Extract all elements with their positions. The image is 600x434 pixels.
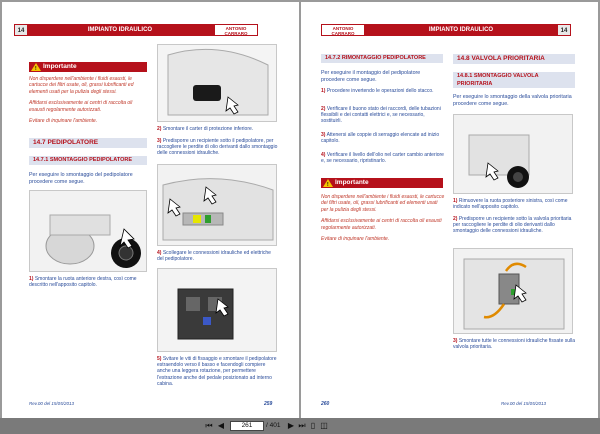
intro-text: Per eseguire lo smontaggio del pedipolatore procedere come segue.: [29, 172, 133, 185]
previous-page-icon[interactable]: ◀: [217, 421, 225, 430]
subsection-title: 14.8.1 SMONTAGGIO VALVOLA PRIORITARIA: [453, 72, 575, 88]
viewer-toolbar: [0, 418, 600, 434]
right-page: [301, 2, 598, 418]
total-pages-label: / 401: [266, 422, 281, 429]
warning-icon: !: [31, 63, 41, 71]
step-2: 2) Smontare il carter di protezione inferiore.: [157, 126, 254, 132]
front-wheel-image: [29, 190, 147, 272]
logo: ANTONIO CARRARO: [214, 24, 258, 36]
step-3: 3) Smontare tutte le connessioni idrauliche fissate sulla valvola prioritaria.: [453, 338, 576, 351]
rear-wheel-image: [453, 114, 573, 194]
warning-text: Non disperdere nell'ambiente i fluidi esausti, le cartucce dei filtri usate, oli, grassi lubrificanti ed elementi usati per la pulizia degli stessi. Affidarsi esclusivamente ai centri di raccolta oli esausti regolarmente autorizzati. Evitare di inquinare l'ambiente.: [29, 76, 134, 125]
page-number: 260: [321, 401, 330, 407]
intro-text: Per eseguire lo smontaggio della valvola prioritaria procedere come segue.: [453, 94, 572, 107]
chapter-number: 14: [557, 24, 571, 36]
warning-header: ! Importante: [29, 62, 147, 72]
footer-revision: Rev.00 del 15/05/2013: [29, 401, 74, 406]
step-1: 1) Rimuovere la ruota posteriore sinistra, così come indicato nell'apposito capitolo.: [453, 198, 568, 211]
section-title: 14.7 PEDIPOLATORE: [29, 138, 147, 148]
step-2: 2) Verificare il buono stato dei raccordi, delle tubazioni flessibili e dei contatti elettrici e, se necessario, sostituirli.: [321, 106, 441, 125]
last-page-icon[interactable]: ⏭: [298, 421, 306, 430]
chapter-header: [321, 24, 571, 36]
page-number: 259: [264, 401, 273, 407]
step-2: 2) Predisporre un recipiente sotto la valvola prioritaria per raccogliere le perdite di olio derivanti dallo smontaggio delle connessioni idrauliche.: [453, 216, 572, 235]
warning-icon: !: [323, 179, 333, 187]
step-3: 3) Attenersi alle coppie di serraggio elencate ad inizio capitolo.: [321, 132, 440, 145]
page-number-input[interactable]: 261: [230, 421, 264, 431]
step-4: 4) Verificare il livello dell'olio nel carter cambio anteriore e, se necessario, ripristinarlo.: [321, 152, 444, 165]
step-4: 4) Scollegare le connessioni idrauliche ed elettriche del pedipolatore.: [157, 250, 271, 263]
hydraulic-connections-image: [157, 164, 277, 246]
chapter-title: IMPIANTO IDRAULICO: [428, 27, 494, 33]
lower-carter-image: [157, 44, 277, 122]
step-3: 3) Predisporre un recipiente sotto il pedipolatore, per raccogliere le perdite di olio derivanti dallo smontaggio delle connessioni idrauliche.: [157, 138, 278, 157]
subsection-title: 14.7.2 RIMONTAGGIO PEDIPOLATORE: [321, 54, 443, 63]
chapter-title: IMPIANTO IDRAULICO: [87, 27, 153, 33]
logo: ANTONIO CARRARO: [321, 24, 365, 36]
warning-text: Non disperdere nell'ambiente i fluidi esausti, le cartucce dei filtri usate, oli, grassi lubrificanti ed elementi usati per la pulizia degli stessi. Affidarsi esclusivamente ai centri di raccolta oli esausti regolarmente autorizzati. Evitare di inquinare l'ambiente.: [321, 194, 445, 243]
section-title: 14.8 VALVOLA PRIORITARIA: [453, 54, 575, 64]
step-1: 1) Procedere invertendo le operazioni dello stacco.: [321, 88, 434, 94]
next-page-icon[interactable]: ▶: [287, 421, 295, 430]
footer-revision: Rev.00 del 15/05/2013: [501, 401, 546, 406]
chapter-number: 14: [14, 24, 28, 36]
left-page: [2, 2, 299, 418]
step-5: 5) Svitare le viti di fissaggio e smontare il pedipolatore estraendolo verso il basso e facendogli compiere anche una leggera rotazione, per permettere l'estrazione anche del pedale posizionato ad interno cabina.: [157, 356, 277, 387]
subsection-title: 14.7.1 SMONTAGGIO PEDIPOLATORE: [29, 156, 147, 165]
two-page-view-icon[interactable]: ◫: [320, 421, 328, 430]
warning-header: ! Importante: [321, 178, 443, 188]
priority-valve-image: [453, 248, 573, 334]
first-page-icon[interactable]: ⏮: [205, 421, 213, 430]
chapter-header: [14, 24, 258, 36]
single-page-view-icon[interactable]: ▯: [310, 421, 316, 430]
intro-text: Per eseguire il montaggio del pedipolatore procedere come segue.: [321, 70, 421, 83]
pedipolator-image: [157, 268, 277, 352]
step-1: 1) Smontare la ruota anteriore destra, così come descritto nell'apposito capitolo.: [29, 276, 137, 289]
